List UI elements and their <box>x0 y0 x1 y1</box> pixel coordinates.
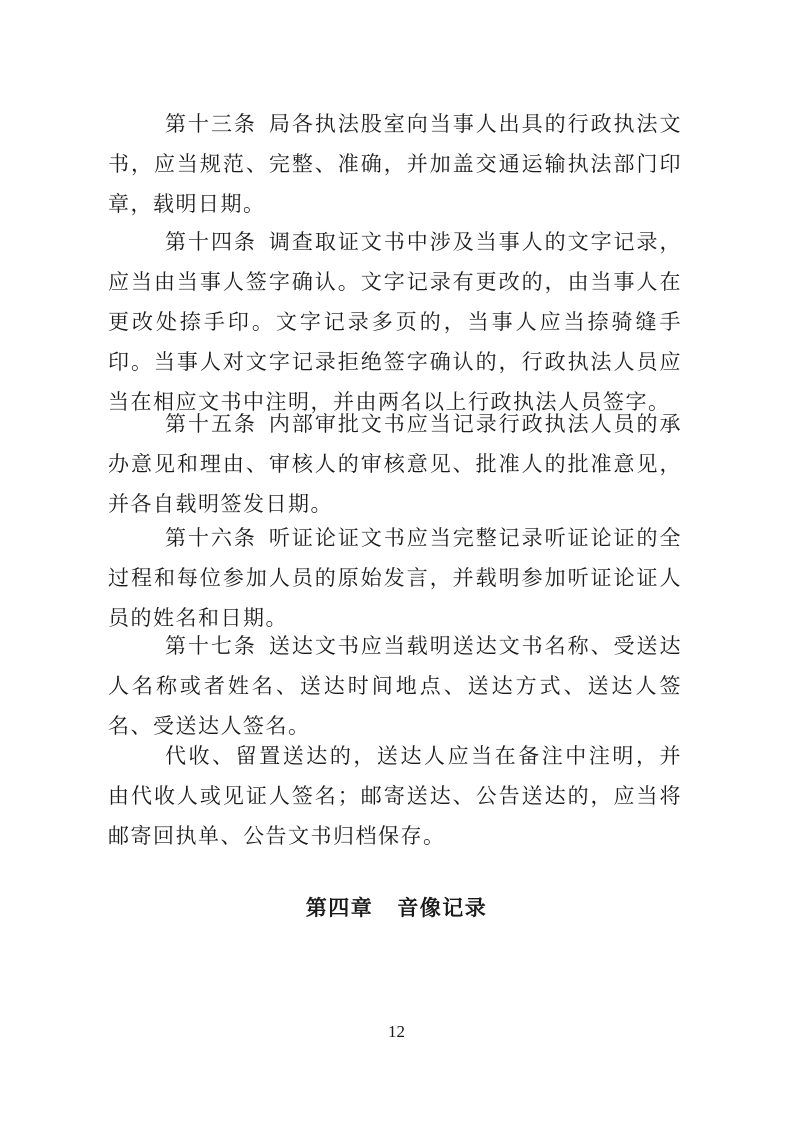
chapter-number: 第四章 <box>305 896 374 920</box>
article-17 <box>108 626 682 746</box>
article-number: 第十三条 <box>165 112 257 136</box>
service-note-paragraph: 代收、留置送达的，送达人应当在备注中注明，并由代收人或见证人签名；邮寄送达、公告送达的，应当将邮寄回执单、公告文书归档保存。 <box>108 744 682 848</box>
article-number: 第十六条 <box>165 526 257 550</box>
article-number: 第十七条 <box>165 634 257 658</box>
article-text: 内部审批文书应当记录行政执法人员的承办意见和理由、审核人的审核意见、批准人的批准意见，并各自载明签发日期。 <box>108 412 682 516</box>
article-16 <box>108 518 682 638</box>
article-15 <box>108 404 682 524</box>
article-text: 局各执法股室向当事人出具的行政执法文书，应当规范、完整、准确，并加盖交通运输执法部门印章，载明日期。 <box>108 112 682 216</box>
chapter-title: 音像记录 <box>397 896 488 920</box>
page-number: 12 <box>388 1022 405 1041</box>
article-number: 第十四条 <box>165 230 257 254</box>
article-text: 送达文书应当载明送达文书名称、受送达人名称或者姓名、送达时间地点、送达方式、送达人签名、受送达人签名。 <box>108 634 682 738</box>
article-14 <box>108 222 682 422</box>
article-13 <box>108 104 682 224</box>
article-text: 调查取证文书中涉及当事人的文字记录，应当由当事人签字确认。文字记录有更改的，由当事人在更改处捺手印。文字记录多页的，当事人应当捺骑缝手印。当事人对文字记录拒绝签字确认的，行政执法人员应当在相应文书中注明，并由两名以上行政执法人员签字。 <box>108 230 682 414</box>
article-number: 第十五条 <box>165 412 257 436</box>
chapter-heading <box>0 892 793 922</box>
article-text: 听证论证文书应当完整记录听证论证的全过程和每位参加人员的原始发言，并载明参加听证论证人员的姓名和日期。 <box>108 526 682 630</box>
